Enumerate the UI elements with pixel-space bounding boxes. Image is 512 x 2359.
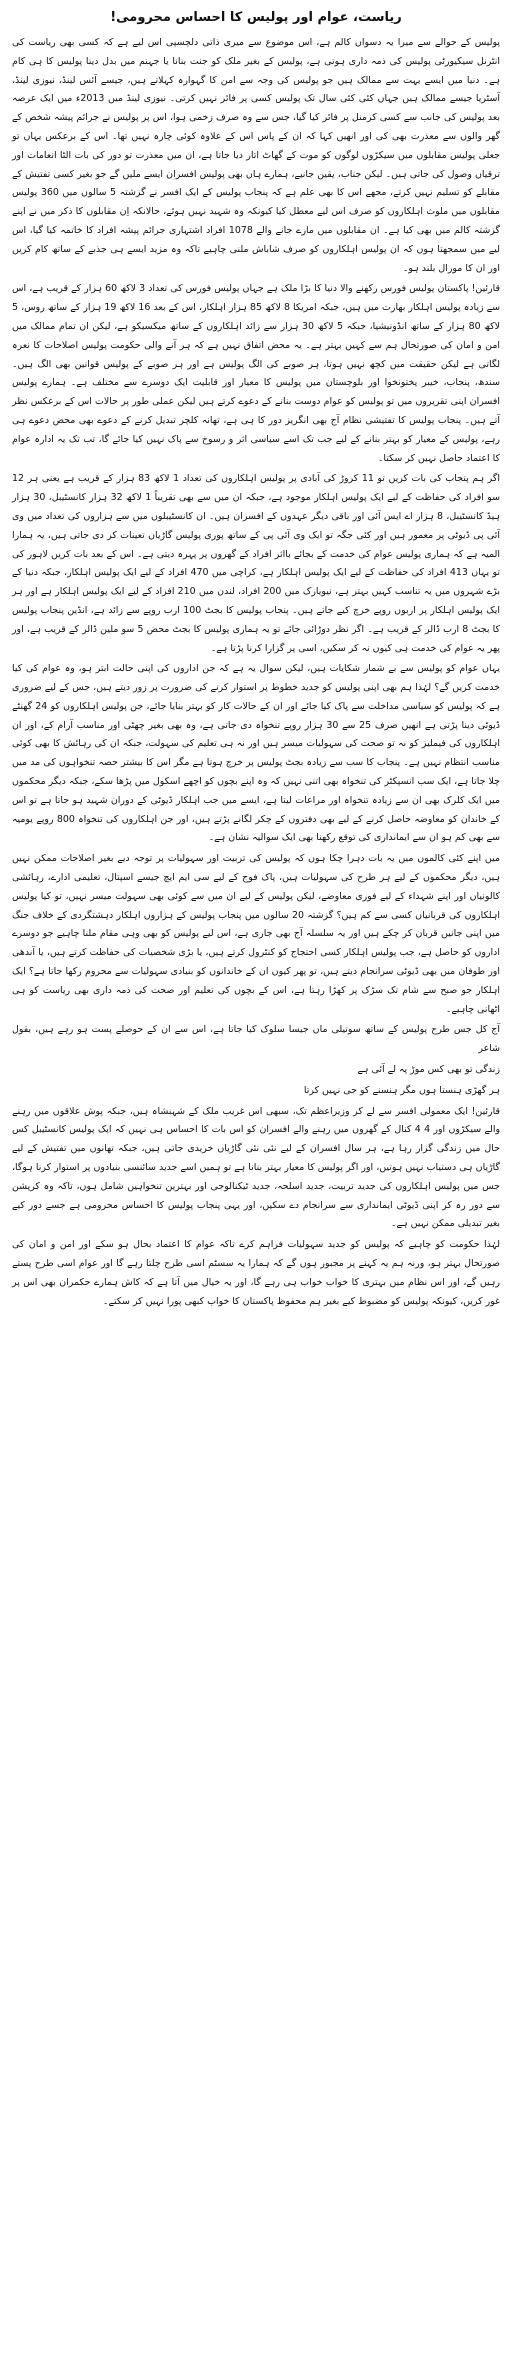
paragraph: اگر ہم پنجاب کی بات کریں تو 11 کروڑ کی آبادی پر پولیس اہلکاروں کی تعداد 1 لاکھ 83 ہزار کے قریب ہے یعنی ہر 12 سو افراد کی حفاظت کے لیے ایک پولیس اہلکار موجود ہے، جبکہ ان میں سے بھی تقریباً 1 لاکھ 32 ہزار کانسٹیبل، 30 ہزار ہیڈ کانسٹیبل، 8 ہزار اے ایس آئی اور باقی دیگر عہدوں کے افسران ہیں۔ ان کانسٹیبلوں میں سے ہزاروں کی تعداد میں وی آئی پی ڈیوٹی پر معمور ہیں اور کئی جگہ تو ایک وی آئی پی کے ساتھ پوری پولیس گاڑیاں تعینات کر دی جاتی ہیں، یہ ہمارا المیہ ہے کہ ہماری پولیس عوام کی خدمت کے بجائے بااثر افراد کے گھروں پر پہرہ دیتی ہے۔ اس کے بعد بات کریں لاہور کی تو یہاں 413 افراد کی حفاظت کے لیے ایک پولیس اہلکار ہے، کراچی میں 470 افراد کے لیے ایک پولیس اہلکار، جبکہ دنیا کے بڑے شہروں میں یہ تناسب کہیں بہتر ہے، نیویارک میں 200 افراد، لندن میں 210 افراد کے لیے ایک پولیس اہلکار ہے اور ہر ایک پولیس اہلکار پر اربوں روپے خرچ کیے جاتے ہیں۔ پنجاب پولیس کا بجٹ 100 ارب روپے سے زائد ہے، انڈین پنجاب پولیس کا بجٹ 8 ارب ڈالر کے قریب ہے۔ اگر نظر دوڑائی جائے تو یہ ہماری پولیس کا بجٹ محض 5 سو ملین ڈالر کے قریب ہے، اور پھر یہ عوام کی خدمت ہی کیوں نہ کر سکیں، اسی پر گزارا کرنا پڑتا ہے۔	[12, 473, 501, 654]
paragraph: یہاں عوام کو پولیس سے بے شمار شکایات ہیں، لیکن سوال یہ ہے کہ جن اداروں کی اپنی حالت ابتر ہو، وہ عوام کی کیا خدمت کریں گے؟ لہٰذا ہم بھی اپنی پولیس کو جدید خطوط پر استوار کرنے کی ضرورت پر زور دیتے ہیں، جس کے لیے ضروری ہے کہ پولیس کو سیاسی مداخلت سے پاک کیا جائے اور ان کے حالات کار کو بہتر بنایا جائے، جن پولیس اہلکاروں کو 24 گھنٹے ڈیوٹی دینا پڑتی ہے انھیں صرف 25 سے 30 ہزار روپے تنخواہ دی جاتی ہے، وہ بھی بغیر چھٹی اور مناسب آرام کے، اور ان اہلکاروں کی فیملیز کو نہ تو صحت کی سہولیات میسر ہیں اور نہ ہی تعلیم کی سہولت، جبکہ ان کی رہائش کا بھی کوئی مناسب انتظام نہیں ہے۔ پنجاب کا سب سے زیادہ بجٹ پولیس پر خرچ ہوتا ہے مگر اس کا بیشتر حصہ تنخواہوں کی مد میں چلا جاتا ہے، ایک سب انسپکٹر کی تنخواہ بھی اتنی نہیں کہ وہ اپنے بچوں کو اچھے اسکول میں پڑھا سکے، جبکہ دیگر محکموں میں ایک کلرک بھی ان سے زیادہ تنخواہ اور مراعات لیتا ہے، ایسے میں جب اہلکار ڈیوٹی کے دوران شہید ہو جاتا ہے تو اس کے خاندان کو معاوضہ حاصل کرنے کے لیے بھی دفتروں کے چکر لگانے پڑتے ہیں، اور جن اہلکاروں کی تنخواہ 800 روپے یومیہ سے بھی کم ہو ان سے ایمانداری کی توقع رکھنا بھی ایک سوالیہ نشان ہے۔	[12, 663, 500, 844]
column-headline: ریاست، عوام اور پولیس کا احساس محرومی!	[110, 10, 402, 25]
paragraph: قارئین! پاکستان پولیس فورس رکھنے والا دنیا کا بڑا ملک ہے جہاں پولیس فورس کی تعداد 3 لاکھ 60 ہزار کے قریب ہے، اس سے زیادہ پولیس اہلکار بھارت میں ہیں، جبکہ امریکا 8 لاکھ 85 ہزار اہلکار، اس کے بعد 16 لاکھ 19 ہزار کے ساتھ روس، 5 لاکھ 80 ہزار کے ساتھ انڈونیشیا، جبکہ 5 لاکھ 30 ہزار سے زائد اہلکاروں کے ساتھ میکسیکو ہے، لیکن ان تمام ممالک میں امن و امان کی صورتحال ہم سے کہیں بہتر ہے۔ یہ محض اتفاق نہیں ہے کہ ہر آنے والی حکومت پولیس اصلاحات کا نعرہ لگاتی ہے لیکن حقیقت میں کچھ نہیں ہوتا، ہر صوبے کی الگ پولیس ہے اور ہر صوبے کے پولیس قوانین بھی الگ ہیں۔ سندھ، پنجاب، خیبر پختونخوا اور بلوچستان میں پولیس کا معیار اور قابلیت ایک دوسرے سے مختلف ہے۔ ہمارے پولیس افسران اپنی تقریروں میں تو پولیس کو عوام دوست بنانے کے دعوے کرتے ہیں لیکن عملی طور پر حالات اس کے برعکس نظر آتے ہیں۔ پنجاب پولیس کا تفتیشی نظام آج بھی انگریز دور کا ہی ہے، تھانہ کلچر تبدیل کرنے کے دعوے بھی محض دعوے ہی رہے، پولیس کے معیار کو بہتر بنانے کے لیے جب تک اسے سیاسی اثر و رسوخ سے پاک نہیں کیا جائے گا، تب تک یہ ادارہ عوام کا اعتماد حاصل نہیں کر سکتا۔	[12, 283, 501, 464]
paragraph: لہٰذا حکومت کو چاہیے کہ پولیس کو جدید سہولیات فراہم کرے تاکہ عوام کا اعتماد بحال ہو سکے اور امن و امان کی صورتحال بہتر ہو، ورنہ ہم یہ کہنے پر مجبور ہوں گے کہ ہمارا یہ سسٹم اسی طرح چلتا رہے گا اور عوام اسی طرح پستے رہیں گے، اور اس نظام میں بہتری کا خواب خواب ہی رہے گا، اور یہ خیال میں آتا ہے کہ کاش ہمارے حکمران بھی اس پر غور کریں، کیونکہ پولیس کو مضبوط کیے بغیر ہم محفوظ پاکستان کا خواب کبھی پورا نہیں کر سکتے۔	[12, 1239, 500, 1307]
paragraph: آج کل جس طرح پولیس کے ساتھ سوتیلی ماں جیسا سلوک کیا جاتا ہے، اس سے ان کے حوصلے پست ہو رہے ہیں، بقول شاعر	[12, 1024, 500, 1055]
poetry-line: زندگی تو بھی کس موڑ پہ لے آئی ہے	[357, 1064, 500, 1076]
column-body	[12, 34, 500, 1311]
paragraph: قارئین! ایک معمولی افسر سے لے کر وزیراعظم تک، سبھی اس غریب ملک کے شہنشاہ ہیں، جبکہ پوش علاقوں میں رہنے والے سیکڑوں اور 4 4 کنال کے گھروں میں رہنے والے افسران کو اس بات کا احساس ہی نہیں کہ ایک پولیس کانسٹیبل کس حال میں زندگی گزار رہا ہے، ہر سال افسران کے لیے نئی نئی گاڑیاں خریدی جاتی ہیں، جبکہ تھانوں میں تفتیش کے لیے گاڑیاں ہی دستیاب نہیں ہوتیں، اور اگر پولیس کا معیار بہتر بنانا ہے تو ہمیں اسے جدید سائنسی بنیادوں پر استوار کرنا ہوگا، جس میں پولیس اہلکاروں کی جدید تربیت، جدید اسلحہ، جدید ٹیکنالوجی اور بہترین تنخواہیں شامل ہوں، تاکہ وہ کرپشن سے دور رہ کر اپنی ڈیوٹی ایمانداری سے سرانجام دے سکیں، اور یہی پنجاب پولیس کا احساس محرومی ہے جسے دور کیے بغیر تبدیلی ممکن نہیں ہے۔	[12, 1105, 500, 1230]
poetry-line: ہر گھڑی ہنستا ہوں مگر ہنسنے کو جی نہیں کرتا	[303, 1084, 500, 1096]
paragraph: میں اپنے کئی کالموں میں یہ بات دہرا چکا ہوں کہ پولیس کی تربیت اور سہولیات پر توجہ دیے بغیر اصلاحات ممکن نہیں ہیں، دیگر محکموں کے لیے ہر طرح کی سہولیات ہیں، پاک فوج کے لیے سی ایم ایچ جیسے اسپتال، تعلیمی ادارے، رہائشی کالونیاں اور اپنے شہداء کے لیے فوری معاوضے، لیکن پولیس کے لیے ان میں سے کوئی بھی سہولت میسر نہیں، تو کیا پولیس اہلکاروں کی قربانیاں کسی سے کم ہیں؟ گزشتہ 20 سالوں میں پنجاب پولیس کے ہزاروں اہلکار دہشتگردی کے خلاف جنگ میں اپنی جانیں قربان کر چکے ہیں اور یہ سلسلہ آج بھی جاری ہے، اس لیے پولیس کو بھی وہی مقام ملنا چاہیے جو دوسرے اداروں کو حاصل ہے، جب پولیس اہلکار کسی احتجاج کو کنٹرول کرتے ہیں، یا بڑی شخصیات کی حفاظت کرتے ہیں، یا آندھی اور طوفان میں بھی ڈیوٹی سرانجام دیتے ہیں، تو پھر کیوں ان کے خاندانوں کو بنیادی سہولیات سے محروم رکھا جاتا ہے؟ ایک اہلکار جو صبح سے شام تک سڑک پر کھڑا رہتا ہے، اس کے بچوں کی تعلیم اور صحت کی ذمہ داری بھی ریاست کو ہی اٹھانی چاہیے۔	[12, 853, 501, 1015]
paragraph: پولیس کے حوالے سے میرا یہ دسواں کالم ہے، اس موضوع سے میری ذاتی دلچسپی اس لیے ہے کہ کسی بھی ریاست کی انٹرنل سیکیورٹی پولیس کی ذمہ داری ہوتی ہے، پولیس کے بغیر ملک کو جنت بنانا یا جہنم میں بدل دینا پولیس کا ہی کام ہے۔ دنیا میں ایسے بہت سے ممالک ہیں جو پولیس کی وجہ سے امن کا گہوارہ کہلاتے ہیں، جیسے آئس لینڈ، نیوزی لینڈ، آسٹریا جیسے ممالک ہیں جہاں کئی کئی سال تک پولیس کسی پر فائر نہیں کرتی۔ نیوزی لینڈ میں 2013ء میں ایک عرصہ بعد پولیس کی جانب سے کسی کرمنل پر فائر کیا گیا، جس سے وہ صرف زخمی ہوا، اس پر پولیس نے جرائم پیشہ شخص کے گھر والوں سے معذرت بھی کی اور انھیں کہا کہ ان کے پاس اس کے علاوہ کوئی چارہ نہیں تھا۔ اس کے برعکس یہاں تو جعلی پولیس مقابلوں میں سیکڑوں لوگوں کو موت کے گھاٹ اتار دیا جاتا ہے، ان میں معذرت تو دور کی بات الٹا انعامات اور ترقیاں وصول کی جاتی ہیں۔ لیکن جناب، یقین جانیے، ہمارے ہاں بھی پولیس افسران ایسے ملیں گے جو بغیر کسی تفتیش کے مقابلے کو تسلیم نہیں کرتے، مجھے اس کا بھی علم ہے کہ پنجاب پولیس کے ایک افسر نے گزشتہ 5 سالوں میں 360 پولیس مقابلوں میں ملوث اہلکاروں کو صرف اس لیے معطل کیا کیونکہ وہ شہید نہیں ہوئے، حالانکہ اِن مقابلوں کا ذکر میں نے اپنے گزشتہ کالم میں بھی کیا ہے۔ ان مقابلوں میں مارے جانے والے 1078 افراد اشتہاری جرائم پیشہ افراد کا خاتمہ کیا گیا، اس لیے میں سمجھتا ہوں کہ ان پولیس اہلکاروں کو صرف شاباش ملنی چاہیے تاکہ وہ مزید ایسے ہی جذبے کے ساتھ کام کریں اور ان کا مورال بلند ہو۔	[12, 37, 500, 274]
